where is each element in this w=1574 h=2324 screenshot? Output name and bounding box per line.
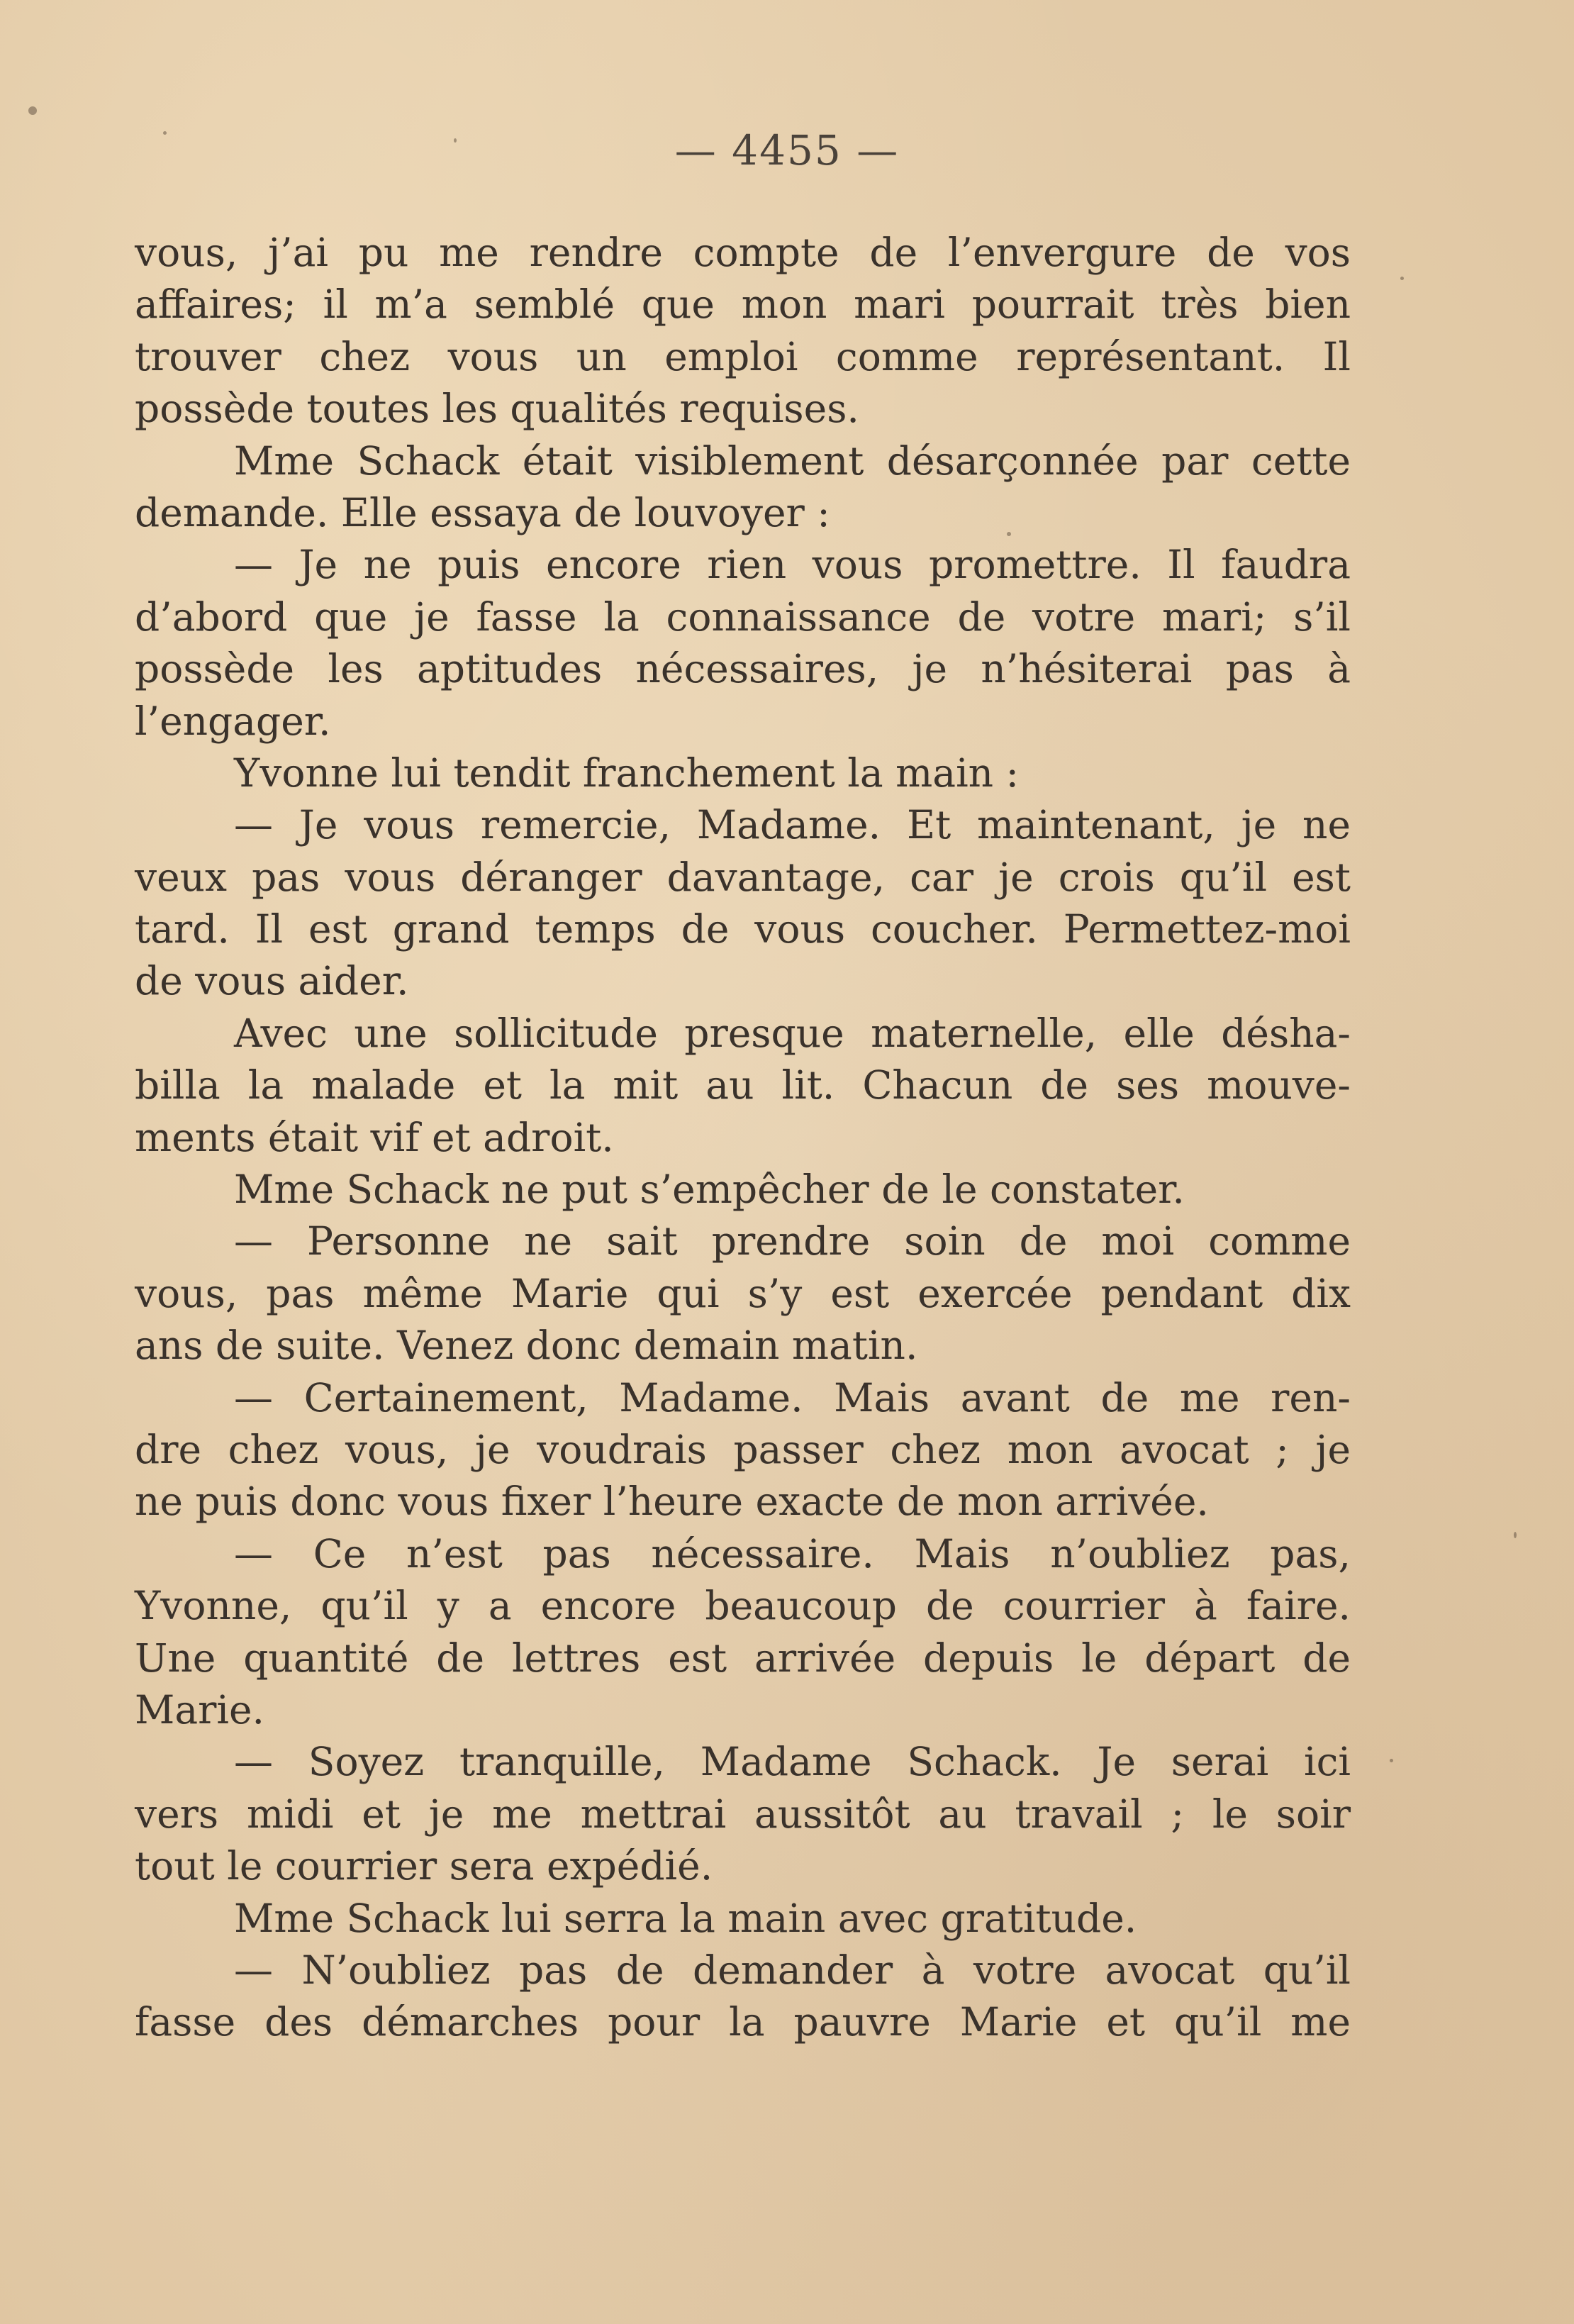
paper-speck xyxy=(28,106,37,115)
text-line: — Je vous remercie, Madame. Et maintenant, je ne xyxy=(234,802,1351,848)
text-line: Avec une sollicitude presque maternelle, elle désha- xyxy=(234,1010,1351,1056)
text-line: Mme Schack était visiblement désarçonnée par cette xyxy=(234,438,1351,484)
paper-speck xyxy=(1390,1759,1393,1762)
text-line: — N’oubliez pas de demander à votre avocat qu’il xyxy=(234,1947,1351,1993)
text-line: Marie. xyxy=(135,1686,265,1733)
text-line: — Ce n’est pas nécessaire. Mais n’oubliez pas, xyxy=(234,1530,1351,1577)
text-line: de vous aider. xyxy=(135,958,409,1004)
text-line: vous, j’ai pu me rendre compte de l’envergure de vos xyxy=(135,230,1351,275)
text-line: vers midi et je me mettrai aussitôt au travail ; le soir xyxy=(135,1791,1351,1837)
text-line: Une quantité de lettres est arrivée depuis le départ de xyxy=(135,1635,1351,1681)
text-line: — Je ne puis encore rien vous promettre. Il faudra xyxy=(234,542,1351,588)
text-line: Yvonne lui tendit franchement la main : xyxy=(234,750,1020,796)
text-line: dre chez vous, je voudrais passer chez mon avocat ; je xyxy=(135,1426,1351,1472)
paper-speck xyxy=(1400,277,1404,280)
body-text xyxy=(135,227,1351,2049)
text-line: fasse des démarches pour la pauvre Marie et qu’il me xyxy=(135,1999,1351,2045)
text-line: possède toutes les qualités requises. xyxy=(135,386,859,432)
text-line: trouver chez vous un emploi comme représentant. Il xyxy=(135,333,1351,379)
text-line: — Soyez tranquille, Madame Schack. Je serai ici xyxy=(234,1739,1351,1785)
text-line: ments était vif et adroit. xyxy=(135,1114,614,1160)
text-line: tout le courrier sera expédié. xyxy=(135,1843,713,1889)
paper-speck xyxy=(1514,1532,1517,1538)
text-line: ans de suite. Venez donc demain matin. xyxy=(135,1323,918,1369)
text-line: vous, pas même Marie qui s’y est exercée pendant dix xyxy=(135,1270,1351,1316)
text-line: Mme Schack lui serra la main avec gratitude. xyxy=(234,1895,1137,1941)
text-line: possède les aptitudes nécessaires, je n’hésiterai pas à xyxy=(135,646,1351,692)
text-line: l’engager. xyxy=(135,698,331,744)
text-line: veux pas vous déranger davantage, car je crois qu’il est xyxy=(135,854,1351,900)
text-line: tard. Il est grand temps de vous coucher. Permettez-moi xyxy=(135,906,1351,952)
text-line: ne puis donc vous fixer l’heure exacte de mon arrivée. xyxy=(135,1479,1209,1525)
page-number: — 4455 — xyxy=(674,126,900,174)
text-line: demande. Elle essaya de louvoyer : xyxy=(135,489,830,535)
text-line: Mme Schack ne put s’empêcher de le constater. xyxy=(234,1167,1185,1213)
text-line: — Certainement, Madame. Mais avant de me ren- xyxy=(234,1374,1351,1420)
text-line: — Personne ne sait prendre soin de moi comme xyxy=(234,1218,1351,1264)
text-line: d’abord que je fasse la connaissance de votre mari; s’il xyxy=(135,594,1351,640)
text-line: Yvonne, qu’il y a encore beaucoup de courrier à faire. xyxy=(135,1583,1351,1629)
text-line: affaires; il m’a semblé que mon mari pourrait très bien xyxy=(135,282,1351,328)
text-line: billa la malade et la mit au lit. Chacun de ses mouve- xyxy=(135,1062,1351,1108)
